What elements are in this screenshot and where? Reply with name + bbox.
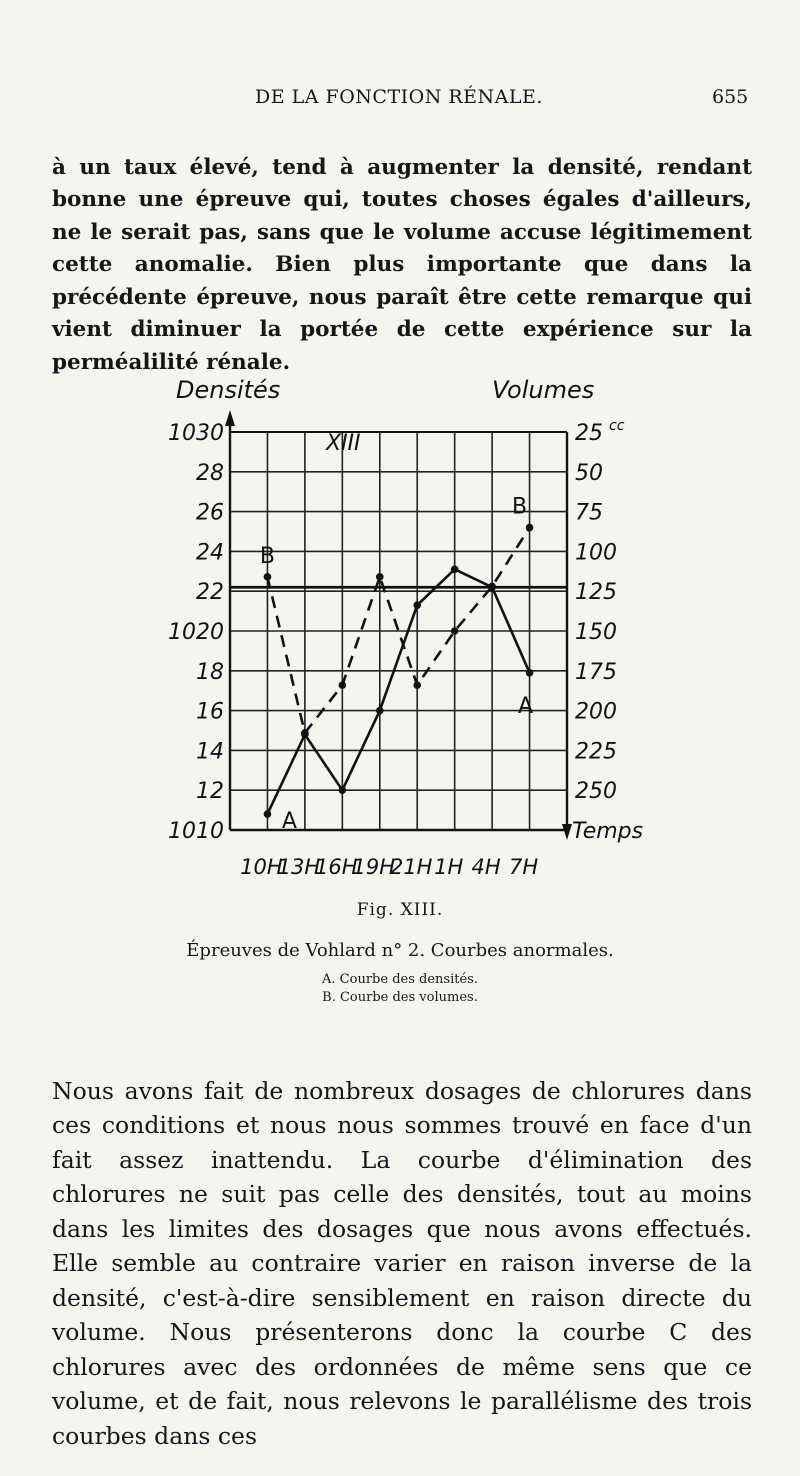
left-axis-arrow-icon [225, 410, 235, 426]
left-tick-label: 1010 [168, 819, 224, 844]
x-tick-label: 1H [434, 855, 464, 879]
right-axis-title: Volumes [492, 376, 595, 404]
series-point-b [488, 583, 496, 591]
series-label-start: A [281, 809, 297, 835]
left-tick-label: 16 [196, 699, 224, 725]
right-tick-label: 75 [575, 500, 603, 526]
left-axis-title: Densités [176, 376, 281, 404]
series-point-b [376, 573, 384, 581]
right-tick-label: 100 [575, 540, 617, 566]
running-header [0, 86, 800, 116]
x-tick-label: 7H [508, 855, 539, 879]
right-tick-unit: cc [609, 418, 625, 434]
right-tick-label: 225 [575, 739, 617, 765]
right-tick-label: 50 [575, 460, 603, 486]
in-plot-label: XIII [326, 431, 361, 456]
series-point-b [451, 627, 459, 635]
x-tick-label: 10H [240, 855, 283, 879]
x-axis-title: Temps [572, 819, 644, 844]
series-point-a [264, 810, 272, 818]
right-tick-label: 125 [575, 580, 617, 606]
series-point-a [526, 669, 534, 677]
x-tick-label: 4H [471, 855, 501, 879]
figure-number: Fig. XIII. [356, 900, 444, 920]
x-tick-label: 13H [277, 855, 321, 879]
paragraph-bottom: Nous avons fait de nombreux dosages de chlorures dans ces conditions et nous nous sommes trouvé en face d'un fait assez inattendu. La courbe d'élimination des chlorures ne suit pas celle des densités, tout au moins dans les limites des dosages que nous avons effectués. Elle semble au contraire varier en raison inverse de la densité, c'est-à-dire sensiblement en raison directe du volume. Nous présenterons donc la courbe C des chlorures avec des ordonnées de même sens que ce volume, et de fait, nous relevons le parallélisme des trois courbes dans ces [52, 1076, 752, 1450]
series-point-a [376, 707, 384, 715]
left-tick-label: 14 [196, 739, 224, 765]
series-point-b [339, 681, 347, 689]
left-tick-label: 22 [196, 580, 224, 606]
page-number: 655 [712, 86, 749, 108]
paragraph-top: à un taux élevé, tend à augmenter la densité, rendant bonne une épreuve qui, toutes choses égales d'ailleurs, ne le serait pas, sans que le volume accuse légitimement cette anomalie. Bien plus importante que dans la précédente épreuve, nous paraît être cette remarque qui vient diminuer la portée de cette expérience sur la perméalilité rénale. [52, 154, 752, 375]
left-tick-label: 1020 [168, 620, 224, 645]
series-point-b [526, 524, 534, 532]
legend-entry-a: A. Courbe des densités. [322, 972, 478, 987]
series-label-end: B [512, 494, 528, 520]
density-volume-chart [0, 360, 800, 890]
series-point-b [264, 573, 272, 581]
series-line-a [267, 569, 529, 814]
right-tick-label: 150 [575, 620, 617, 645]
legend-entry-b: B. Courbe des volumes. [322, 990, 478, 1005]
left-tick-label: 1030 [168, 421, 224, 446]
series-label-start: B [259, 543, 275, 569]
right-tick-label: 25 [575, 421, 603, 446]
series-label-end: A [518, 693, 534, 719]
left-tick-label: 28 [196, 460, 224, 486]
figure-title: Épreuves de Vohlard n° 2. Courbes anormales. [186, 940, 614, 961]
right-tick-label: 175 [575, 659, 617, 685]
left-tick-label: 12 [196, 779, 224, 805]
running-title: DE LA FONCTION RÉNALE. [255, 86, 543, 108]
left-tick-label: 18 [196, 659, 224, 685]
series-point-a [339, 786, 347, 794]
series-point-a [413, 601, 421, 609]
series-point-b [301, 729, 309, 737]
x-tick-label: 19H [352, 855, 396, 879]
left-tick-label: 24 [196, 540, 224, 566]
right-axis-arrow-icon [562, 824, 572, 840]
right-tick-label: 250 [575, 779, 617, 805]
series-point-b [413, 681, 421, 689]
x-tick-label: 21H [389, 855, 433, 879]
x-tick-label: 16H [315, 855, 358, 879]
right-tick-label: 200 [575, 699, 617, 725]
series-point-a [451, 566, 459, 574]
left-tick-label: 26 [196, 500, 224, 526]
